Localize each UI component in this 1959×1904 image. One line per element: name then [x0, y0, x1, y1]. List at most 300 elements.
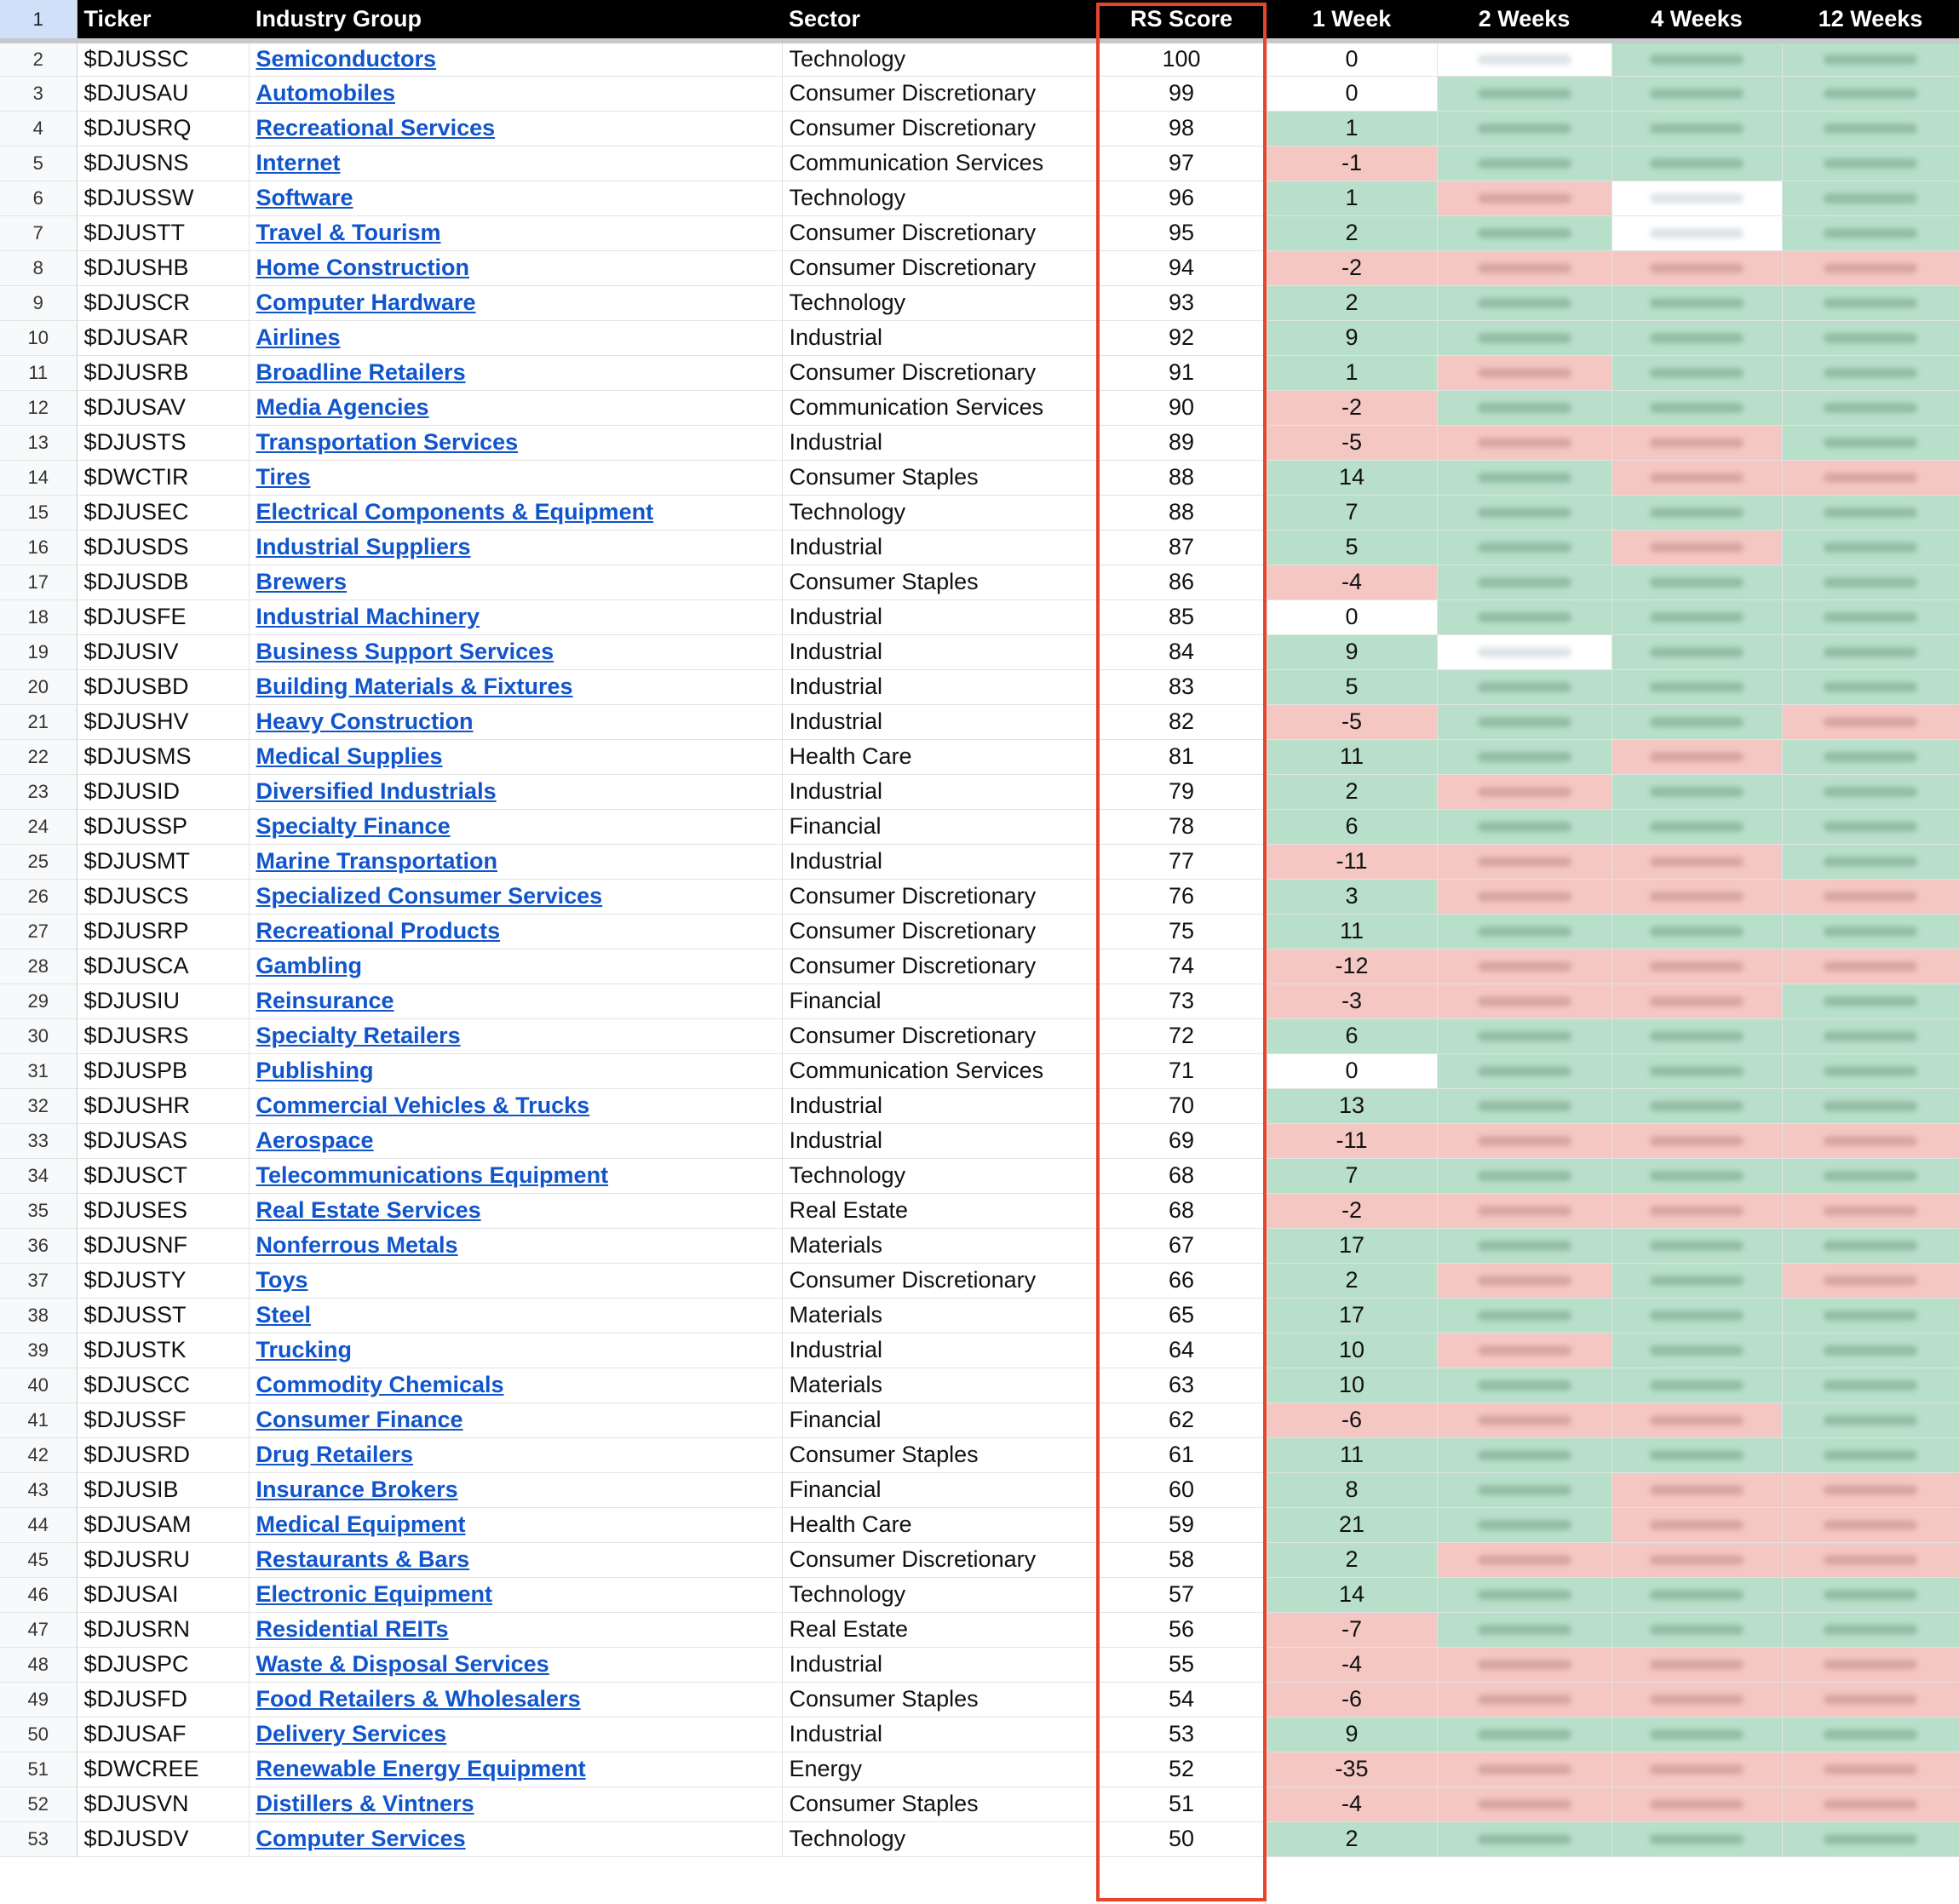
sector-cell[interactable]: Materials — [782, 1228, 1096, 1263]
twelve-weeks-cell[interactable] — [1782, 76, 1959, 111]
industry-group-cell[interactable] — [249, 599, 782, 634]
industry-group-cell[interactable] — [249, 1752, 782, 1786]
twelve-weeks-cell[interactable] — [1782, 1577, 1959, 1612]
industry-group-cell[interactable] — [249, 146, 782, 181]
industry-group-link[interactable]: Insurance Brokers — [256, 1477, 458, 1502]
rs-score-cell[interactable]: 86 — [1096, 565, 1267, 599]
rs-score-cell[interactable]: 54 — [1096, 1682, 1267, 1717]
row-number[interactable]: 43 — [0, 1472, 77, 1507]
industry-group-link[interactable]: Heavy Construction — [256, 708, 474, 734]
two-weeks-cell[interactable] — [1437, 1263, 1611, 1298]
sector-cell[interactable]: Industrial — [782, 1717, 1096, 1752]
industry-group-cell[interactable] — [249, 215, 782, 250]
sector-cell[interactable]: Consumer Discretionary — [782, 879, 1096, 914]
rs-score-cell[interactable]: 60 — [1096, 1472, 1267, 1507]
two-weeks-cell[interactable] — [1437, 495, 1611, 530]
four-weeks-cell[interactable] — [1611, 1123, 1782, 1158]
one-week-cell[interactable]: -2 — [1267, 250, 1437, 285]
industry-group-link[interactable]: Real Estate Services — [256, 1197, 481, 1223]
ticker-cell[interactable]: $DJUSSC — [77, 41, 249, 76]
rs-score-cell[interactable]: 96 — [1096, 181, 1267, 215]
four-weeks-cell[interactable] — [1611, 949, 1782, 984]
two-weeks-cell[interactable] — [1437, 774, 1611, 809]
ticker-cell[interactable]: $DJUSSF — [77, 1402, 249, 1437]
row-number[interactable]: 13 — [0, 425, 77, 460]
rs-score-cell[interactable]: 63 — [1096, 1368, 1267, 1402]
four-weeks-cell[interactable] — [1611, 530, 1782, 565]
ticker-cell[interactable]: $DJUSRD — [77, 1437, 249, 1472]
rs-score-cell[interactable]: 94 — [1096, 250, 1267, 285]
industry-group-link[interactable]: Medical Supplies — [256, 743, 443, 769]
rs-score-cell[interactable]: 90 — [1096, 390, 1267, 425]
two-weeks-cell[interactable] — [1437, 1821, 1611, 1856]
twelve-weeks-cell[interactable] — [1782, 495, 1959, 530]
twelve-weeks-cell[interactable] — [1782, 599, 1959, 634]
ticker-cell[interactable]: $DJUSES — [77, 1193, 249, 1228]
sector-cell[interactable]: Industrial — [782, 704, 1096, 739]
ticker-cell[interactable]: $DJUSIB — [77, 1472, 249, 1507]
row-number[interactable]: 25 — [0, 844, 77, 879]
two-weeks-cell[interactable] — [1437, 1193, 1611, 1228]
sector-cell[interactable]: Consumer Discretionary — [782, 111, 1096, 146]
industry-group-cell[interactable] — [249, 1193, 782, 1228]
two-weeks-cell[interactable] — [1437, 181, 1611, 215]
two-weeks-cell[interactable] — [1437, 984, 1611, 1018]
four-weeks-cell[interactable] — [1611, 1647, 1782, 1682]
rs-score-column-header[interactable]: RS Score — [1096, 0, 1267, 41]
industry-group-link[interactable]: Reinsurance — [256, 988, 394, 1013]
industry-group-cell[interactable] — [249, 460, 782, 495]
industry-group-cell[interactable] — [249, 1018, 782, 1053]
one-week-cell[interactable]: -7 — [1267, 1612, 1437, 1647]
rs-score-cell[interactable]: 84 — [1096, 634, 1267, 669]
industry-group-cell[interactable] — [249, 1786, 782, 1821]
four-weeks-cell[interactable] — [1611, 774, 1782, 809]
industry-group-cell[interactable] — [249, 1647, 782, 1682]
rs-score-cell[interactable]: 81 — [1096, 739, 1267, 774]
industry-group-link[interactable]: Electronic Equipment — [256, 1581, 493, 1607]
two-weeks-cell[interactable] — [1437, 530, 1611, 565]
sector-cell[interactable]: Technology — [782, 495, 1096, 530]
twelve-weeks-cell[interactable] — [1782, 285, 1959, 320]
industry-group-link[interactable]: Recreational Products — [256, 918, 501, 943]
ticker-cell[interactable]: $DJUSAI — [77, 1577, 249, 1612]
four-weeks-cell[interactable] — [1611, 1437, 1782, 1472]
ticker-cell[interactable]: $DJUSRB — [77, 355, 249, 390]
industry-group-cell[interactable] — [249, 1333, 782, 1368]
four-weeks-cell[interactable] — [1611, 1682, 1782, 1717]
sector-cell[interactable]: Industrial — [782, 599, 1096, 634]
twelve-weeks-column-header[interactable]: 12 Weeks — [1782, 0, 1959, 41]
ticker-cell[interactable]: $DJUSAU — [77, 76, 249, 111]
rs-score-cell[interactable]: 73 — [1096, 984, 1267, 1018]
industry-group-link[interactable]: Commodity Chemicals — [256, 1372, 504, 1397]
ticker-cell[interactable]: $DJUSTT — [77, 215, 249, 250]
twelve-weeks-cell[interactable] — [1782, 41, 1959, 76]
sector-cell[interactable]: Industrial — [782, 425, 1096, 460]
industry-group-link[interactable]: Nonferrous Metals — [256, 1232, 458, 1258]
one-week-cell[interactable]: 7 — [1267, 1158, 1437, 1193]
sector-column-header[interactable]: Sector — [782, 0, 1096, 41]
two-weeks-cell[interactable] — [1437, 1437, 1611, 1472]
industry-group-cell[interactable] — [249, 181, 782, 215]
one-week-cell[interactable]: 1 — [1267, 111, 1437, 146]
industry-group-cell[interactable] — [249, 669, 782, 704]
industry-group-link[interactable]: Broadline Retailers — [256, 359, 466, 385]
four-weeks-cell[interactable] — [1611, 565, 1782, 599]
four-weeks-cell[interactable] — [1611, 879, 1782, 914]
one-week-cell[interactable]: -1 — [1267, 146, 1437, 181]
industry-group-cell[interactable] — [249, 879, 782, 914]
industry-group-cell[interactable] — [249, 565, 782, 599]
twelve-weeks-cell[interactable] — [1782, 949, 1959, 984]
twelve-weeks-cell[interactable] — [1782, 1507, 1959, 1542]
row-number[interactable]: 8 — [0, 250, 77, 285]
twelve-weeks-cell[interactable] — [1782, 320, 1959, 355]
industry-group-cell[interactable] — [249, 1821, 782, 1856]
two-weeks-cell[interactable] — [1437, 634, 1611, 669]
row-number[interactable]: 51 — [0, 1752, 77, 1786]
twelve-weeks-cell[interactable] — [1782, 1123, 1959, 1158]
four-weeks-cell[interactable] — [1611, 355, 1782, 390]
four-weeks-cell[interactable] — [1611, 425, 1782, 460]
two-weeks-cell[interactable] — [1437, 565, 1611, 599]
industry-group-column-header[interactable]: Industry Group — [249, 0, 782, 41]
rs-score-cell[interactable]: 51 — [1096, 1786, 1267, 1821]
industry-group-cell[interactable] — [249, 320, 782, 355]
industry-group-cell[interactable] — [249, 1368, 782, 1402]
four-weeks-cell[interactable] — [1611, 111, 1782, 146]
four-weeks-cell[interactable] — [1611, 1612, 1782, 1647]
sector-cell[interactable]: Consumer Discretionary — [782, 1542, 1096, 1577]
ticker-cell[interactable]: $DJUSHR — [77, 1088, 249, 1123]
industry-group-cell[interactable] — [249, 704, 782, 739]
industry-group-link[interactable]: Trucking — [256, 1337, 353, 1362]
twelve-weeks-cell[interactable] — [1782, 914, 1959, 949]
two-weeks-cell[interactable] — [1437, 1577, 1611, 1612]
industry-group-link[interactable]: Recreational Services — [256, 115, 496, 141]
sector-cell[interactable]: Consumer Discretionary — [782, 215, 1096, 250]
row-number[interactable]: 9 — [0, 285, 77, 320]
rs-score-cell[interactable]: 99 — [1096, 76, 1267, 111]
two-weeks-cell[interactable] — [1437, 425, 1611, 460]
twelve-weeks-cell[interactable] — [1782, 215, 1959, 250]
ticker-cell[interactable]: $DJUSEC — [77, 495, 249, 530]
sector-cell[interactable]: Communication Services — [782, 1053, 1096, 1088]
rs-score-cell[interactable]: 72 — [1096, 1018, 1267, 1053]
row-number[interactable]: 46 — [0, 1577, 77, 1612]
row-number[interactable]: 14 — [0, 460, 77, 495]
row-number[interactable]: 18 — [0, 599, 77, 634]
industry-group-cell[interactable] — [249, 425, 782, 460]
two-weeks-cell[interactable] — [1437, 146, 1611, 181]
twelve-weeks-cell[interactable] — [1782, 181, 1959, 215]
rs-score-cell[interactable]: 95 — [1096, 215, 1267, 250]
ticker-cell[interactable]: $DJUSAS — [77, 1123, 249, 1158]
one-week-cell[interactable]: 21 — [1267, 1507, 1437, 1542]
row-number[interactable]: 44 — [0, 1507, 77, 1542]
sector-cell[interactable]: Health Care — [782, 739, 1096, 774]
industry-group-link[interactable]: Diversified Industrials — [256, 778, 497, 804]
rs-score-cell[interactable]: 70 — [1096, 1088, 1267, 1123]
one-week-cell[interactable]: 9 — [1267, 634, 1437, 669]
twelve-weeks-cell[interactable] — [1782, 1437, 1959, 1472]
rs-score-cell[interactable]: 74 — [1096, 949, 1267, 984]
four-weeks-cell[interactable] — [1611, 1472, 1782, 1507]
ticker-cell[interactable]: $DJUSTS — [77, 425, 249, 460]
one-week-cell[interactable]: 2 — [1267, 1542, 1437, 1577]
one-week-column-header[interactable]: 1 Week — [1267, 0, 1437, 41]
industry-group-cell[interactable] — [249, 1298, 782, 1333]
two-weeks-cell[interactable] — [1437, 669, 1611, 704]
row-number[interactable]: 2 — [0, 41, 77, 76]
rs-score-cell[interactable]: 92 — [1096, 320, 1267, 355]
one-week-cell[interactable]: 17 — [1267, 1228, 1437, 1263]
sector-cell[interactable]: Industrial — [782, 530, 1096, 565]
industry-group-link[interactable]: Computer Hardware — [256, 290, 476, 315]
row-number[interactable]: 3 — [0, 76, 77, 111]
industry-group-cell[interactable] — [249, 390, 782, 425]
ticker-cell[interactable]: $DJUSHB — [77, 250, 249, 285]
rs-score-cell[interactable]: 71 — [1096, 1053, 1267, 1088]
industry-group-link[interactable]: Specialty Finance — [256, 813, 451, 839]
rs-score-cell[interactable]: 53 — [1096, 1717, 1267, 1752]
one-week-cell[interactable]: 10 — [1267, 1368, 1437, 1402]
ticker-cell[interactable]: $DJUSTK — [77, 1333, 249, 1368]
two-weeks-cell[interactable] — [1437, 809, 1611, 844]
two-weeks-cell[interactable] — [1437, 320, 1611, 355]
sector-cell[interactable]: Consumer Discretionary — [782, 914, 1096, 949]
twelve-weeks-cell[interactable] — [1782, 1717, 1959, 1752]
row-number[interactable]: 17 — [0, 565, 77, 599]
one-week-cell[interactable]: 9 — [1267, 320, 1437, 355]
one-week-cell[interactable]: 5 — [1267, 669, 1437, 704]
twelve-weeks-cell[interactable] — [1782, 774, 1959, 809]
two-weeks-cell[interactable] — [1437, 1752, 1611, 1786]
industry-group-cell[interactable] — [249, 76, 782, 111]
ticker-cell[interactable]: $DJUSSW — [77, 181, 249, 215]
ticker-cell[interactable]: $DJUSPC — [77, 1647, 249, 1682]
rs-score-cell[interactable]: 83 — [1096, 669, 1267, 704]
industry-group-link[interactable]: Business Support Services — [256, 639, 554, 664]
twelve-weeks-cell[interactable] — [1782, 1298, 1959, 1333]
two-weeks-cell[interactable] — [1437, 1682, 1611, 1717]
sector-cell[interactable]: Technology — [782, 1821, 1096, 1856]
industry-group-cell[interactable] — [249, 739, 782, 774]
row-number[interactable]: 10 — [0, 320, 77, 355]
industry-group-cell[interactable] — [249, 844, 782, 879]
one-week-cell[interactable]: 2 — [1267, 774, 1437, 809]
four-weeks-cell[interactable] — [1611, 809, 1782, 844]
ticker-cell[interactable]: $DJUSHV — [77, 704, 249, 739]
two-weeks-cell[interactable] — [1437, 111, 1611, 146]
industry-group-cell[interactable] — [249, 530, 782, 565]
row-number[interactable]: 42 — [0, 1437, 77, 1472]
sector-cell[interactable]: Consumer Staples — [782, 1682, 1096, 1717]
ticker-cell[interactable]: $DJUSRU — [77, 1542, 249, 1577]
sector-cell[interactable]: Technology — [782, 1577, 1096, 1612]
ticker-cell[interactable]: $DWCTIR — [77, 460, 249, 495]
one-week-cell[interactable]: -6 — [1267, 1402, 1437, 1437]
four-weeks-cell[interactable] — [1611, 146, 1782, 181]
rs-score-cell[interactable]: 67 — [1096, 1228, 1267, 1263]
sector-cell[interactable]: Technology — [782, 41, 1096, 76]
sector-cell[interactable]: Consumer Staples — [782, 565, 1096, 599]
row-number[interactable]: 23 — [0, 774, 77, 809]
industry-group-link[interactable]: Gambling — [256, 953, 363, 978]
sector-cell[interactable]: Technology — [782, 1158, 1096, 1193]
row-number[interactable]: 5 — [0, 146, 77, 181]
row-number[interactable]: 12 — [0, 390, 77, 425]
sector-cell[interactable]: Materials — [782, 1368, 1096, 1402]
ticker-cell[interactable]: $DJUSCC — [77, 1368, 249, 1402]
ticker-cell[interactable]: $DJUSCA — [77, 949, 249, 984]
rs-score-cell[interactable]: 82 — [1096, 704, 1267, 739]
rs-score-cell[interactable]: 75 — [1096, 914, 1267, 949]
twelve-weeks-cell[interactable] — [1782, 250, 1959, 285]
one-week-cell[interactable]: 14 — [1267, 1577, 1437, 1612]
one-week-cell[interactable]: 3 — [1267, 879, 1437, 914]
ticker-cell[interactable]: $DJUSMT — [77, 844, 249, 879]
industry-group-cell[interactable] — [249, 495, 782, 530]
row-number[interactable]: 20 — [0, 669, 77, 704]
sector-cell[interactable]: Industrial — [782, 844, 1096, 879]
industry-group-link[interactable]: Drug Retailers — [256, 1442, 414, 1467]
ticker-cell[interactable]: $DJUSDB — [77, 565, 249, 599]
twelve-weeks-cell[interactable] — [1782, 1612, 1959, 1647]
row-number[interactable]: 29 — [0, 984, 77, 1018]
twelve-weeks-cell[interactable] — [1782, 1472, 1959, 1507]
rs-score-cell[interactable]: 65 — [1096, 1298, 1267, 1333]
ticker-cell[interactable]: $DJUSAR — [77, 320, 249, 355]
four-weeks-cell[interactable] — [1611, 1752, 1782, 1786]
one-week-cell[interactable]: 0 — [1267, 41, 1437, 76]
four-weeks-cell[interactable] — [1611, 634, 1782, 669]
rs-score-cell[interactable]: 88 — [1096, 460, 1267, 495]
rs-score-cell[interactable]: 68 — [1096, 1193, 1267, 1228]
row-number[interactable]: 41 — [0, 1402, 77, 1437]
industry-group-link[interactable]: Consumer Finance — [256, 1407, 463, 1432]
sector-cell[interactable]: Industrial — [782, 1333, 1096, 1368]
four-weeks-cell[interactable] — [1611, 844, 1782, 879]
industry-group-link[interactable]: Residential REITs — [256, 1616, 449, 1642]
four-weeks-cell[interactable] — [1611, 495, 1782, 530]
four-weeks-cell[interactable] — [1611, 1821, 1782, 1856]
one-week-cell[interactable]: 10 — [1267, 1333, 1437, 1368]
four-weeks-cell[interactable] — [1611, 1577, 1782, 1612]
two-weeks-cell[interactable] — [1437, 1368, 1611, 1402]
industry-group-cell[interactable] — [249, 285, 782, 320]
row-number[interactable]: 15 — [0, 495, 77, 530]
two-weeks-cell[interactable] — [1437, 879, 1611, 914]
ticker-cell[interactable]: $DJUSAM — [77, 1507, 249, 1542]
four-weeks-cell[interactable] — [1611, 1158, 1782, 1193]
industry-group-cell[interactable] — [249, 809, 782, 844]
rs-score-cell[interactable]: 77 — [1096, 844, 1267, 879]
rs-score-cell[interactable]: 97 — [1096, 146, 1267, 181]
industry-group-link[interactable]: Computer Services — [256, 1826, 466, 1851]
two-weeks-cell[interactable] — [1437, 1053, 1611, 1088]
twelve-weeks-cell[interactable] — [1782, 355, 1959, 390]
sector-cell[interactable]: Industrial — [782, 1088, 1096, 1123]
two-weeks-cell[interactable] — [1437, 215, 1611, 250]
two-weeks-cell[interactable] — [1437, 1717, 1611, 1752]
sector-cell[interactable]: Consumer Discretionary — [782, 250, 1096, 285]
two-weeks-cell[interactable] — [1437, 285, 1611, 320]
row-number[interactable]: 36 — [0, 1228, 77, 1263]
industry-group-cell[interactable] — [249, 1123, 782, 1158]
industry-group-cell[interactable] — [249, 914, 782, 949]
industry-group-link[interactable]: Building Materials & Fixtures — [256, 674, 573, 699]
two-weeks-cell[interactable] — [1437, 704, 1611, 739]
one-week-cell[interactable]: -2 — [1267, 390, 1437, 425]
rs-score-cell[interactable]: 93 — [1096, 285, 1267, 320]
industry-group-link[interactable]: Industrial Suppliers — [256, 534, 471, 559]
rs-score-cell[interactable]: 76 — [1096, 879, 1267, 914]
rs-score-cell[interactable]: 87 — [1096, 530, 1267, 565]
four-weeks-cell[interactable] — [1611, 1333, 1782, 1368]
row-number[interactable]: 38 — [0, 1298, 77, 1333]
industry-group-link[interactable]: Tires — [256, 464, 311, 490]
twelve-weeks-cell[interactable] — [1782, 1402, 1959, 1437]
rs-score-cell[interactable]: 89 — [1096, 425, 1267, 460]
one-week-cell[interactable]: 7 — [1267, 495, 1437, 530]
two-weeks-cell[interactable] — [1437, 1786, 1611, 1821]
twelve-weeks-cell[interactable] — [1782, 634, 1959, 669]
one-week-cell[interactable]: 0 — [1267, 76, 1437, 111]
industry-group-cell[interactable] — [249, 1542, 782, 1577]
twelve-weeks-cell[interactable] — [1782, 390, 1959, 425]
two-weeks-cell[interactable] — [1437, 1018, 1611, 1053]
industry-group-cell[interactable] — [249, 1717, 782, 1752]
rs-score-cell[interactable]: 91 — [1096, 355, 1267, 390]
ticker-cell[interactable]: $DJUSRP — [77, 914, 249, 949]
ticker-cell[interactable]: $DJUSIU — [77, 984, 249, 1018]
two-weeks-cell[interactable] — [1437, 1647, 1611, 1682]
four-weeks-cell[interactable] — [1611, 76, 1782, 111]
row-number-header[interactable]: 1 — [0, 0, 77, 41]
sector-cell[interactable]: Energy — [782, 1752, 1096, 1786]
ticker-cell[interactable]: $DJUSVN — [77, 1786, 249, 1821]
one-week-cell[interactable]: 2 — [1267, 215, 1437, 250]
sector-cell[interactable]: Consumer Discretionary — [782, 355, 1096, 390]
industry-group-link[interactable]: Automobiles — [256, 80, 396, 106]
one-week-cell[interactable]: 0 — [1267, 1053, 1437, 1088]
twelve-weeks-cell[interactable] — [1782, 425, 1959, 460]
industry-group-link[interactable]: Toys — [256, 1267, 308, 1293]
twelve-weeks-cell[interactable] — [1782, 1263, 1959, 1298]
four-weeks-column-header[interactable]: 4 Weeks — [1611, 0, 1782, 41]
row-number[interactable]: 40 — [0, 1368, 77, 1402]
two-weeks-cell[interactable] — [1437, 1542, 1611, 1577]
ticker-cell[interactable]: $DJUSDS — [77, 530, 249, 565]
ticker-cell[interactable]: $DJUSCR — [77, 285, 249, 320]
row-number[interactable]: 33 — [0, 1123, 77, 1158]
row-number[interactable]: 49 — [0, 1682, 77, 1717]
rs-score-cell[interactable]: 57 — [1096, 1577, 1267, 1612]
twelve-weeks-cell[interactable] — [1782, 1193, 1959, 1228]
rs-score-cell[interactable]: 61 — [1096, 1437, 1267, 1472]
industry-group-link[interactable]: Waste & Disposal Services — [256, 1651, 549, 1677]
one-week-cell[interactable]: 11 — [1267, 1437, 1437, 1472]
ticker-cell[interactable]: $DJUSRN — [77, 1612, 249, 1647]
sector-cell[interactable]: Industrial — [782, 320, 1096, 355]
industry-group-link[interactable]: Steel — [256, 1302, 312, 1328]
ticker-column-header[interactable]: Ticker — [77, 0, 249, 41]
sector-cell[interactable]: Financial — [782, 1402, 1096, 1437]
ticker-cell[interactable]: $DJUSRQ — [77, 111, 249, 146]
industry-group-cell[interactable] — [249, 1682, 782, 1717]
